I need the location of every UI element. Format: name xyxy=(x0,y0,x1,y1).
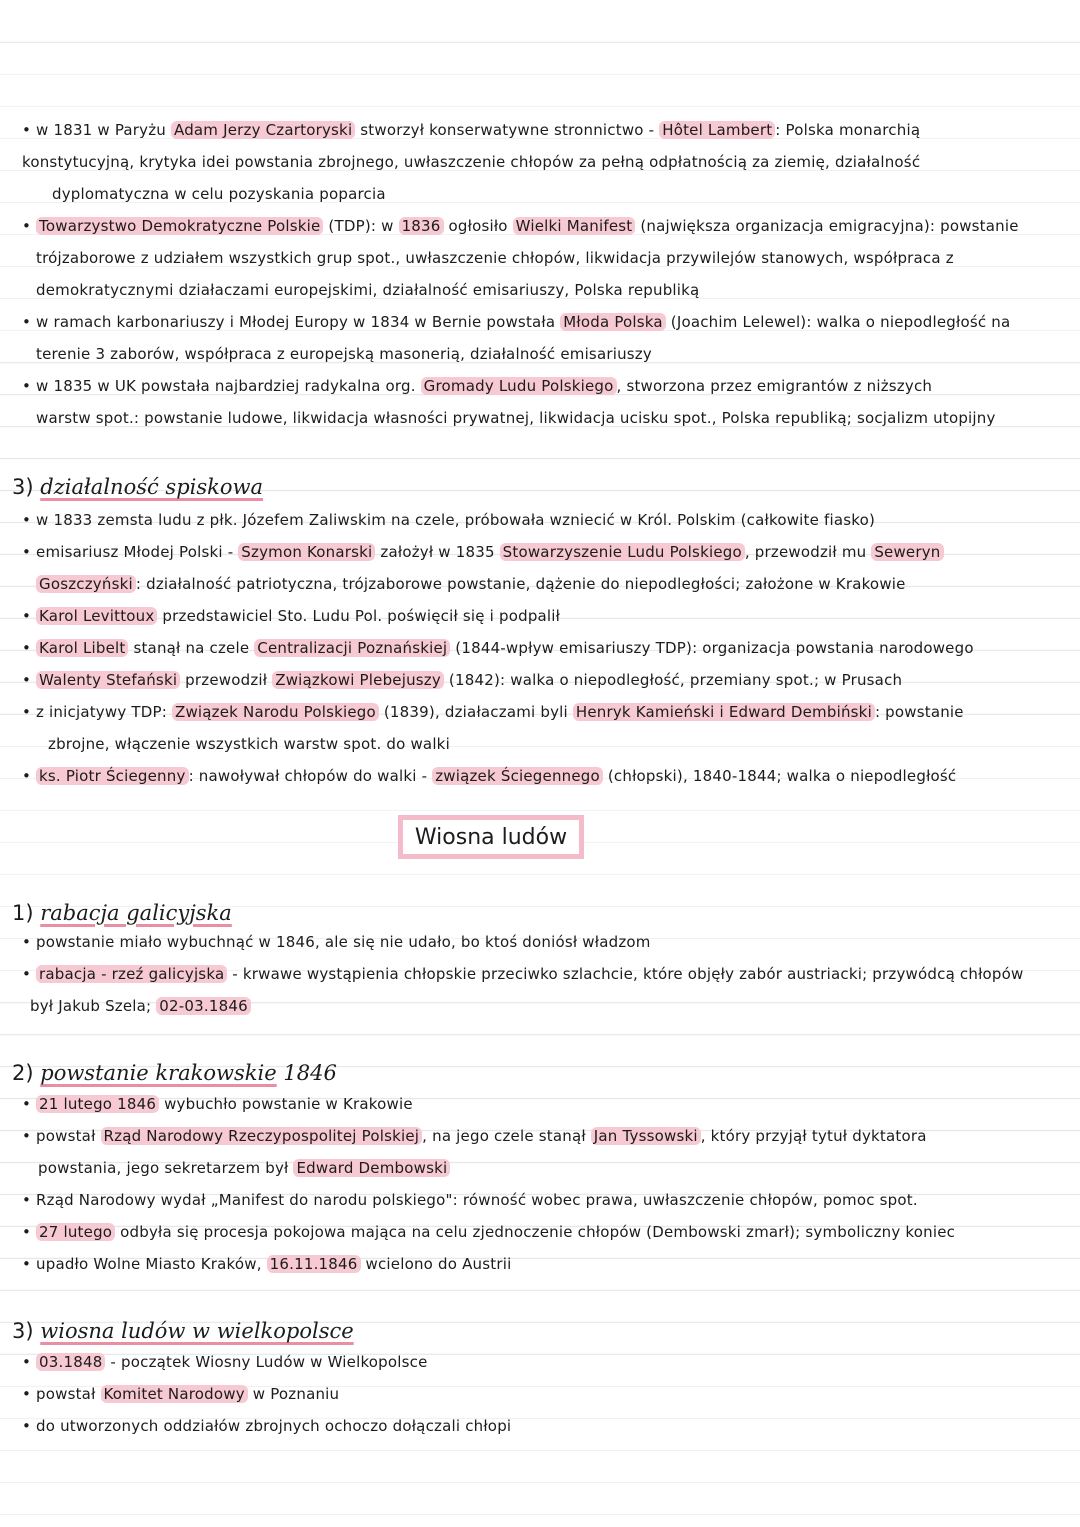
page-title-text: Wiosna ludów xyxy=(414,824,568,850)
note-text: przewodził xyxy=(180,671,273,689)
note-line xyxy=(22,1352,1072,1372)
note-text: przedstawiciel Sto. Ludu Pol. poświęcił się i podpalił xyxy=(157,607,561,625)
section-title: rabacja galicyjska xyxy=(40,901,232,925)
note-line xyxy=(22,1126,1072,1146)
note-line xyxy=(52,184,1072,204)
note-text: stworzył konserwatywne stronnictwo - xyxy=(355,121,660,139)
highlighted-term: Henryk Kamieński i Edward Dembiński xyxy=(573,703,875,721)
note-text: demokratycznymi działaczami europejskimi, działalność emisariuszy, Polska republiką xyxy=(36,281,700,299)
highlighted-term: Komitet Narodowy xyxy=(101,1385,248,1403)
note-text: konstytucyjną, krytyka idei powstania zbrojnego, uwłaszczenie chłopów za pełną odpłatnością za ziemię, działalność xyxy=(22,153,921,171)
note-text: dyplomatyczna w celu pozyskania poparcia xyxy=(52,185,386,203)
section-heading xyxy=(12,1318,354,1344)
note-text: (1842): walka o niepodległość, przemiany spot.; w Prusach xyxy=(443,671,903,689)
section-heading xyxy=(12,1060,337,1086)
note-text: • emisariusz Młodej Polski - xyxy=(22,543,239,561)
note-text: (1844-wpływ emisariuszy TDP): organizacja powstania narodowego xyxy=(450,639,974,657)
note-text: (1839), działaczami byli xyxy=(378,703,573,721)
note-line xyxy=(36,248,1072,268)
note-line xyxy=(22,606,1072,626)
note-text: • Rząd Narodowy wydał „Manifest do narodu polskiego": równość wobec prawa, uwłaszczenie chłopów, pomoc spot. xyxy=(22,1191,918,1209)
note-text: • w 1831 w Paryżu xyxy=(22,121,171,139)
section-title: działalność spiskowa xyxy=(40,475,263,499)
highlighted-term: Związkowi Plebejuszy xyxy=(272,671,444,689)
highlighted-term: Edward Dembowski xyxy=(293,1159,450,1177)
note-line xyxy=(22,702,1072,722)
section-number: 3) xyxy=(12,475,34,499)
note-text: • xyxy=(22,217,37,235)
highlighted-term: Gromady Ludu Polskiego xyxy=(421,377,617,395)
note-text: (TDP): w xyxy=(323,217,399,235)
note-text: • xyxy=(22,1353,37,1371)
note-text: • xyxy=(22,1223,37,1241)
note-text: warstw spot.: powstanie ludowe, likwidacja własności prywatnej, likwidacja ucisku spot., Polska republiką; socjalizm utopijny xyxy=(36,409,996,427)
note-line xyxy=(36,574,1072,594)
note-text: trójzaborowe z udziałem wszystkich grup spot., uwłaszczenie chłopów, likwidacja przywilejów stanowych, współpraca z xyxy=(36,249,954,267)
note-text: był Jakub Szela; xyxy=(30,997,157,1015)
highlighted-term: 1836 xyxy=(399,217,444,235)
note-line xyxy=(48,734,1072,754)
highlighted-term: związek Ściegennego xyxy=(432,767,603,785)
note-text: • xyxy=(22,767,37,785)
highlighted-term: 21 lutego 1846 xyxy=(36,1095,159,1113)
note-text: , przewodził mu xyxy=(744,543,872,561)
note-text: powstania, jego sekretarzem był xyxy=(38,1159,294,1177)
note-text: • powstanie miało wybuchnąć w 1846, ale się nie udało, bo ktoś doniósł władzom xyxy=(22,933,651,951)
note-text: : Polska monarchią xyxy=(775,121,921,139)
note-text: • do utworzonych oddziałów zbrojnych ochoczo dołączali chłopi xyxy=(22,1417,512,1435)
note-text: • w 1835 w UK powstała najbardziej radykalna org. xyxy=(22,377,421,395)
highlighted-term: Karol Libelt xyxy=(36,639,128,657)
highlighted-term: Walenty Stefański xyxy=(36,671,180,689)
note-text: wcielono do Austrii xyxy=(360,1255,512,1273)
note-line xyxy=(38,1158,1072,1178)
note-line xyxy=(30,996,1072,1016)
note-line xyxy=(22,932,1072,952)
highlighted-term: Towarzystwo Demokratyczne Polskie xyxy=(36,217,323,235)
note-line xyxy=(22,1384,1072,1404)
highlighted-term: Związek Narodu Polskiego xyxy=(172,703,379,721)
note-text: • xyxy=(22,639,37,657)
section-heading xyxy=(12,900,232,926)
note-line xyxy=(22,1416,1072,1436)
highlighted-term: 03.1848 xyxy=(36,1353,105,1371)
note-text: ogłosiło xyxy=(443,217,513,235)
highlighted-term: Karol Levittoux xyxy=(36,607,157,625)
note-text: • xyxy=(22,671,37,689)
page-title xyxy=(398,815,584,859)
note-text: stanął na czele xyxy=(128,639,255,657)
note-line xyxy=(36,280,1072,300)
highlighted-term: 16.11.1846 xyxy=(267,1255,361,1273)
note-text: • w 1833 zemsta ludu z płk. Józefem Zaliwskim na czele, próbowała wzniecić w Król. Polskim (całkowite fiasko) xyxy=(22,511,876,529)
note-line xyxy=(36,408,1072,428)
note-text: • powstał xyxy=(22,1127,101,1145)
note-line xyxy=(22,152,1072,172)
highlighted-term: Seweryn xyxy=(871,543,943,561)
section-year: 1846 xyxy=(283,1061,337,1085)
highlighted-term: ks. Piotr Ściegenny xyxy=(36,767,189,785)
note-text: , na jego czele stanął xyxy=(422,1127,591,1145)
note-text: : działalność patriotyczna, trójzaborowe powstanie, dążenie do niepodległości; założone w Krakowie xyxy=(135,575,906,593)
section-number: 3) xyxy=(12,1319,34,1343)
note-line xyxy=(22,542,1072,562)
section-heading xyxy=(12,474,263,500)
note-text: : nawoływał chłopów do walki - xyxy=(188,767,433,785)
note-line xyxy=(22,1190,1072,1210)
highlighted-term: Wielki Manifest xyxy=(513,217,636,235)
note-line xyxy=(22,376,1072,396)
note-text: (Joachim Lelewel): walka o niepodległość na xyxy=(665,313,1011,331)
note-text: odbyła się procesja pokojowa mająca na celu zjednoczenie chłopów (Dembowski zmarł); symboliczny koniec xyxy=(115,1223,956,1241)
note-text: w Poznaniu xyxy=(247,1385,340,1403)
note-text: : powstanie xyxy=(874,703,964,721)
note-line xyxy=(22,1222,1072,1242)
highlighted-term: Adam Jerzy Czartoryski xyxy=(171,121,355,139)
highlighted-term: rabacja - rzeź galicyjska xyxy=(36,965,227,983)
note-text: • z inicjatywy TDP: xyxy=(22,703,172,721)
note-line xyxy=(22,638,1072,658)
highlighted-term: Stowarzyszenie Ludu Polskiego xyxy=(500,543,745,561)
note-text: terenie 3 zaborów, współpraca z europejską masonerią, działalność emisariuszy xyxy=(36,345,652,363)
note-line xyxy=(22,766,1072,786)
note-line xyxy=(22,964,1072,984)
note-text: • xyxy=(22,607,37,625)
note-text: • upadło Wolne Miasto Kraków, xyxy=(22,1255,267,1273)
note-text: zbrojne, włączenie wszystkich warstw spot. do walki xyxy=(48,735,450,753)
note-line xyxy=(22,510,1072,530)
note-text: (chłopski), 1840-1844; walka o niepodległość xyxy=(602,767,957,785)
section-number: 1) xyxy=(12,901,34,925)
note-text: założył w 1835 xyxy=(375,543,500,561)
note-line xyxy=(36,344,1072,364)
note-text: , stworzona przez emigrantów z niższych xyxy=(616,377,933,395)
note-line xyxy=(22,670,1072,690)
note-line xyxy=(22,1254,1072,1274)
note-text: (największa organizacja emigracyjna): powstanie xyxy=(635,217,1019,235)
section-title: powstanie krakowskie xyxy=(40,1061,277,1085)
note-text: • w ramach karbonariuszy i Młodej Europy w 1834 w Bernie powstała xyxy=(22,313,561,331)
highlighted-term: 27 lutego xyxy=(36,1223,115,1241)
note-line xyxy=(22,120,1072,140)
highlighted-term: Hôtel Lambert xyxy=(659,121,775,139)
highlighted-term: Goszczyński xyxy=(36,575,136,593)
note-text: • powstał xyxy=(22,1385,101,1403)
highlighted-term: Jan Tyssowski xyxy=(591,1127,701,1145)
note-text: , który przyjął tytuł dyktatora xyxy=(700,1127,927,1145)
highlighted-term: Rząd Narodowy Rzeczypospolitej Polskiej xyxy=(101,1127,423,1145)
highlighted-term: Szymon Konarski xyxy=(238,543,375,561)
note-line xyxy=(22,1094,1072,1114)
section-title: wiosna ludów w wielkopolsce xyxy=(40,1319,354,1343)
note-line xyxy=(22,216,1072,236)
note-text: • xyxy=(22,965,37,983)
highlighted-term: Centralizacji Poznańskiej xyxy=(254,639,450,657)
note-text: - początek Wiosny Ludów w Wielkopolsce xyxy=(105,1353,428,1371)
highlighted-term: Młoda Polska xyxy=(560,313,666,331)
note-line xyxy=(22,312,1072,332)
section-number: 2) xyxy=(12,1061,34,1085)
note-text: • xyxy=(22,1095,37,1113)
note-text: - krwawe wystąpienia chłopskie przeciwko szlachcie, które objęły zabór austriacki; przywódcą chłopów xyxy=(227,965,1024,983)
highlighted-term: 02-03.1846 xyxy=(156,997,251,1015)
note-text: wybuchło powstanie w Krakowie xyxy=(159,1095,413,1113)
